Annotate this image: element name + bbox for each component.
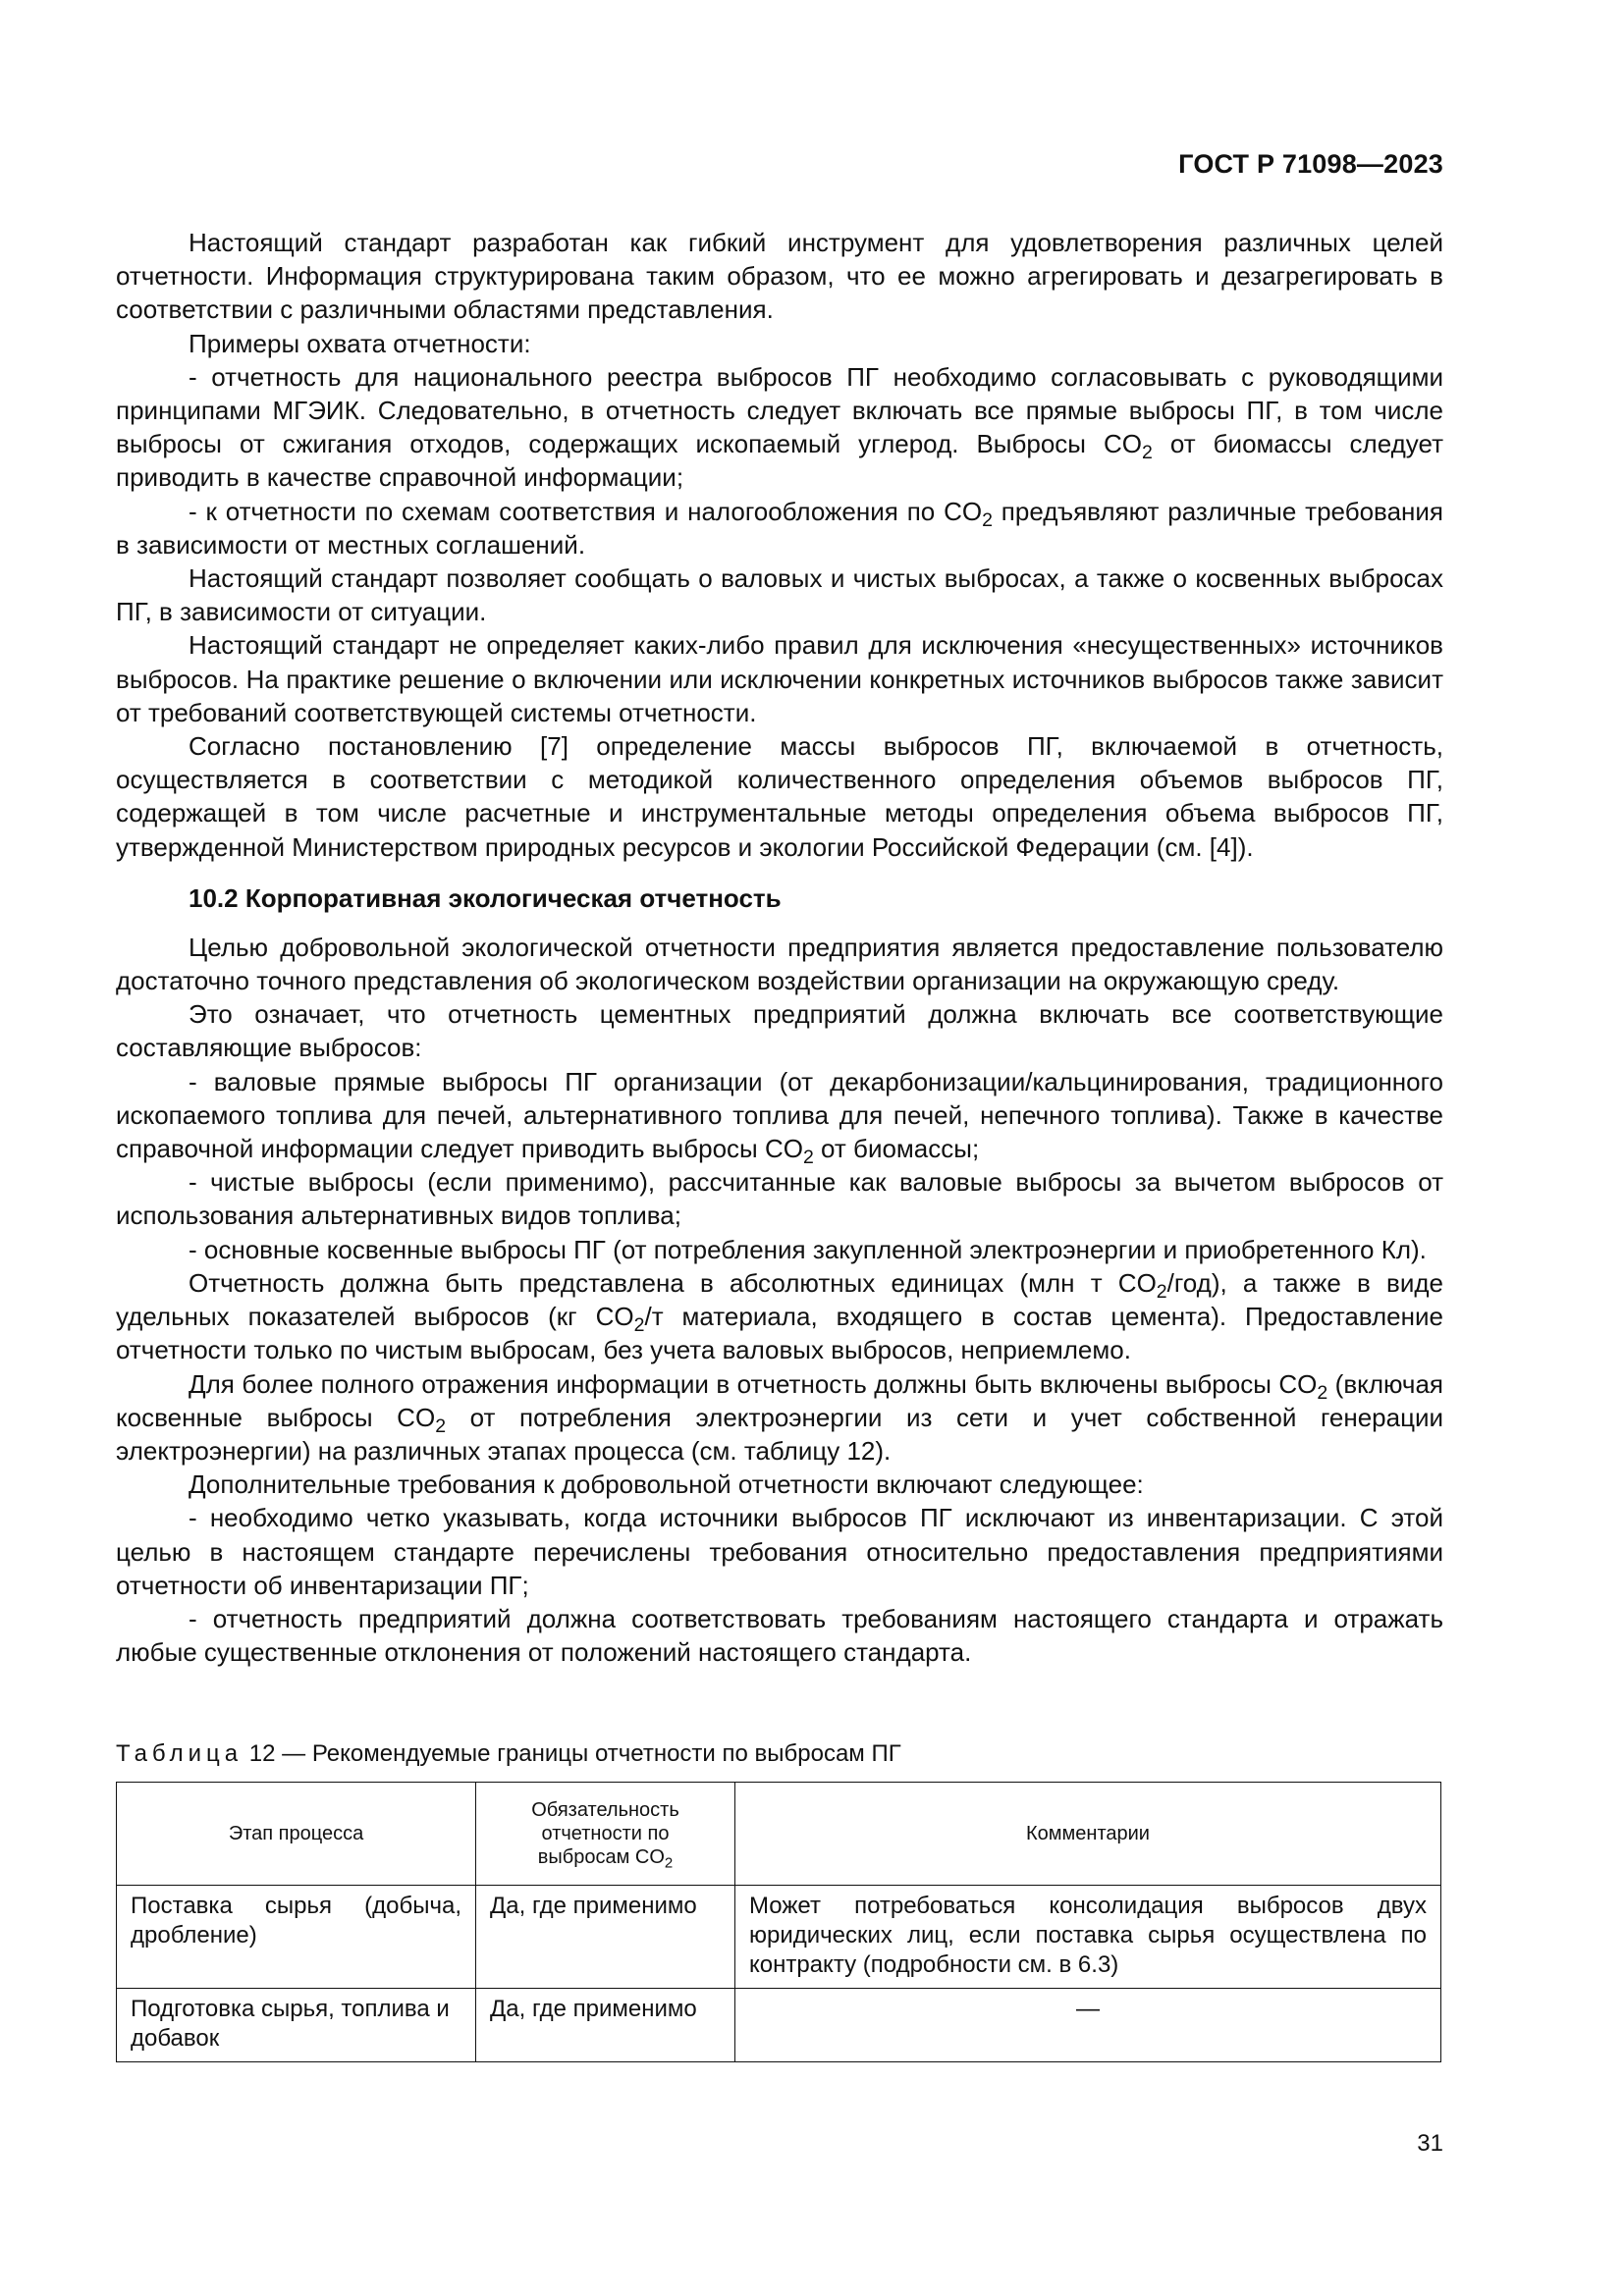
header-obligation-line: Обязательность (531, 1799, 679, 1821)
table-row (117, 1989, 1441, 2062)
paragraph (116, 360, 1443, 495)
paragraph (116, 1065, 1443, 1166)
subscript: 2 (1142, 442, 1153, 464)
paragraph: Целью добровольной экологической отчетности предприятия является предоставление пользователю достаточно точного представления об экологическом воздействии организации на окружающую среду. (116, 932, 1443, 996)
header-obligation (476, 1783, 735, 1886)
section-heading: 10.2 Корпоративная экологическая отчетность (189, 882, 782, 913)
table-caption-title: — Рекомендуемые границы отчетности по выбросам ПГ (282, 1740, 901, 1767)
paragraph (116, 495, 1443, 561)
paragraph: - основные косвенные выбросы ПГ (от потребления закупленной электроэнергии и приобретенного Кл). (189, 1234, 1427, 1264)
text-run: Для более полного отражения информации в отчетность должны быть включены выбросы CO (189, 1368, 1318, 1399)
cell-stage: Подготовка сырья, топлива и добавок (117, 1989, 476, 2062)
boundaries-table (116, 1782, 1441, 2062)
paragraph: Настоящий стандарт не определяет каких-либо правил для исключения «несущественных» источников выбросов. На практике решение о включении или исключении конкретных источников выбросов также зависит от требований соответствующей системы отчетности. (116, 630, 1443, 727)
subscript: 2 (633, 1313, 645, 1336)
text-run: выбросам CO (537, 1846, 665, 1868)
text-run: от биомассы; (813, 1134, 980, 1164)
cell-stage: Поставка сырья (добыча, дробление) (117, 1886, 476, 1989)
document-body (116, 226, 1443, 1669)
subscript: 2 (802, 1146, 814, 1168)
cell-obligation: Да, где применимо (476, 1989, 735, 2062)
text-run: Отчетность должна быть представлена в абсолютных единицах (млн т CO (189, 1267, 1157, 1298)
paragraph: - отчетность предприятий должна соответствовать требованиям настоящего стандарта и отражать любые существенные отклонения от положений настоящего стандарта. (116, 1603, 1443, 1668)
table-header-row (117, 1783, 1441, 1886)
subscript: 2 (1156, 1280, 1167, 1303)
header-stage: Этап процесса (117, 1783, 476, 1886)
header-obligation-line (484, 1845, 727, 1872)
header-obligation-line: отчетности по (541, 1823, 670, 1844)
subscript: 2 (435, 1415, 447, 1437)
text-run: (включая косвенные выбросы CO (116, 1368, 1443, 1432)
cell-obligation: Да, где применимо (476, 1886, 735, 1989)
text-run: - к отчетности по схемам соответствия и налогообложения по CO (189, 496, 983, 526)
text-run: предъявляют различные требования в зависимости от местных соглашений. (116, 496, 1443, 560)
table-caption (116, 1740, 901, 1768)
cell-comment: Может потребоваться консолидация выбросов двух юридических лиц, если поставка сырья осуществлена по контракту (подробности см. в 6.3) (735, 1886, 1441, 1989)
subscript: 2 (1317, 1381, 1328, 1404)
standard-code-header: ГОСТ Р 71098—2023 (1178, 149, 1443, 179)
paragraph: Настоящий стандарт разработан как гибкий инструмент для удовлетворения различных целей отчетности. Информация структурирована таким образом, что ее можно агрегировать и дезагрегировать в соответствии с различными областями представления. (116, 228, 1443, 325)
text-run: - отчетность для национального реестра выбросов ПГ необходимо согласовывать с руководящими принципами МГЭИК. Следовательно, в отчетность следует включать все прямые выбросы ПГ, в том числе выбросы от сжигания отходов, содержащих ископаемый углерод. Выбросы CO (116, 361, 1443, 459)
text-run: /год), а также в виде удельных показателей выбросов (кг CO (116, 1267, 1443, 1332)
table-row (117, 1886, 1441, 1989)
text-run: /т материала, входящего в состав цемента). Предоставление отчетности только по чистым выбросам, без учета валовых выбросов, неприемлемо. (116, 1302, 1443, 1365)
text-run: - валовые прямые выбросы ПГ организации (от декарбонизации/кальцинирования, традиционного ископаемого топлива для печей, альтернативного топлива для печей, непечного топлива). Также в качестве справочной информации следует приводить выбросы CO (116, 1066, 1443, 1164)
header-comments: Комментарии (735, 1783, 1441, 1886)
table-caption-label: Таблица (116, 1740, 244, 1767)
paragraph: Примеры охвата отчетности: (189, 328, 531, 358)
paragraph: Это означает, что отчетность цементных предприятий должна включать все соответствующие составляющие выбросов: (116, 999, 1443, 1063)
cell-comment: — (735, 1989, 1441, 2062)
paragraph: Дополнительные требования к добровольной отчетности включают следующее: (189, 1469, 1144, 1500)
paragraph: Настоящий стандарт позволяет сообщать о валовых и чистых выбросах, а также о косвенных выбросах ПГ, в зависимости от ситуации. (116, 563, 1443, 627)
subscript: 2 (664, 1854, 674, 1872)
page-number: 31 (1417, 2130, 1443, 2157)
paragraph: - чистые выбросы (если применимо), рассчитанные как валовые выбросы за вычетом выбросов от использования альтернативных видов топлива; (116, 1167, 1443, 1231)
paragraph: Согласно постановлению [7] определение массы выбросов ПГ, включаемой в отчетность, осуществляется в соответствии с методикой количественного определения объемов выбросов ПГ, содержащей в том числе расчетные и инструментальные методы определения объема выбросов ПГ, утвержденной Министерством природных ресурсов и экологии Российской Федерации (см. [4]). (116, 731, 1443, 862)
text-run: от потребления электроэнергии из сети и учет собственной генерации электроэнергии) на различных этапах процесса (см. таблицу 12). (116, 1402, 1444, 1466)
paragraph: - необходимо четко указывать, когда источники выбросов ПГ исключают из инвентаризации. С этой целью в настоящем стандарте перечислены требования относительно предоставления предприятиями отчетности об инвентаризации ПГ; (116, 1503, 1443, 1600)
paragraph (116, 1367, 1443, 1468)
text-run: от биомассы следует приводить в качестве справочной информации; (116, 429, 1443, 493)
paragraph (116, 1266, 1443, 1367)
table-caption-number: 12 (248, 1740, 276, 1767)
subscript: 2 (982, 508, 993, 531)
